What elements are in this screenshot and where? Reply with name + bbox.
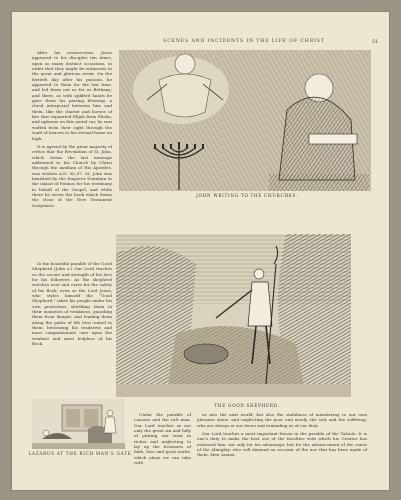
caption-john-writing: JOHN WRITING TO THE CHURCHES. (196, 193, 298, 198)
caption-lazarus: LAZARUS AT THE RICH MAN’S GATE. (28, 451, 134, 456)
paragraph-ascension: After his resurrection, Jesus appeared to his disciples ten times, upon as many distinct occasions, in order that they might be witnesses to the great and glorious event. On the fortieth day after his passion, he appeared to them for the last time, and led them out as far as Bethany; and there, as with uplifted hands he gave them his parting blessing, a cloud interposed between him and them, like the chariot and horses of fire that separated Elijah from Elisha; and upborne on this aerial car, he was wafted from their sight through the vault of heaven to his eternal home on high. (32, 50, 112, 141)
paragraph-good-shepherd: In the beautiful parable of the Good Shepherd (John x.) Our Lord teaches us the secure and strength of his love for his followers. As the shepherd watches over and cares for the safety of his flock, even so the Lord Jesus, who styles himself the “Good Shepherd,” takes his people under his own protection, shielding them in their moments of weakness, guarding them from danger, and leading them along the paths of life best suited to them, bestowing his tenderest and most compassionate care upon the weakest and most helpless of his flock. (32, 261, 112, 347)
page-number: 51 (372, 39, 379, 45)
engraving-good-shepherd (116, 234, 351, 397)
middle-column-text (134, 412, 191, 468)
engraving-john-writing (119, 50, 371, 191)
caption-good-shepherd: THE GOOD SHEPHERD. (214, 403, 280, 408)
engraving-lazarus (32, 399, 125, 449)
left-column-top-text (32, 50, 112, 211)
right-column-text (197, 412, 367, 461)
book-page (12, 12, 389, 490)
paragraph-talents: Our Lord teaches a most important lesson in the parable of the Talents. It is one’s duty to make the best use of the faculties with which his Creator has endowed him, not only for his advantage, but for the advancement of the cause of the Almighty, who will demand an account of the use that has been made of them. Men cannot (197, 431, 367, 458)
paragraph-lazarus: Under the parable of Lazarus and the rich man, Our Lord teaches us not only the great sin and folly of putting our trust in riches and neglecting to lay up the treasures of faith, love and good works, which alone we can take with (134, 412, 191, 466)
running-title: SCENES AND INCIDENTS IN THE LIFE OF CHRIST (163, 39, 325, 44)
paragraph-revelation: It is agreed by the great majority of critics that the Revelation of St. John, which forms the last message addressed to his Church by Christ through the medium of His Apostles, was written A.D. 95–97. St. John was banished by the Emperor Domitian to the island of Patmos for his testimony in behalf of the Gospel, and while there he wrote the book which forms the close of the New Testament Scriptures. (32, 143, 112, 208)
left-column-mid-text (32, 261, 112, 350)
paragraph-sinfulness: us into the next world; but also the sinfulness of ministering to our own pleasure alone, and neglecting the poor and needy, the sick and the suffering, who are always at our doors and reminding us of our duty. (197, 412, 367, 428)
